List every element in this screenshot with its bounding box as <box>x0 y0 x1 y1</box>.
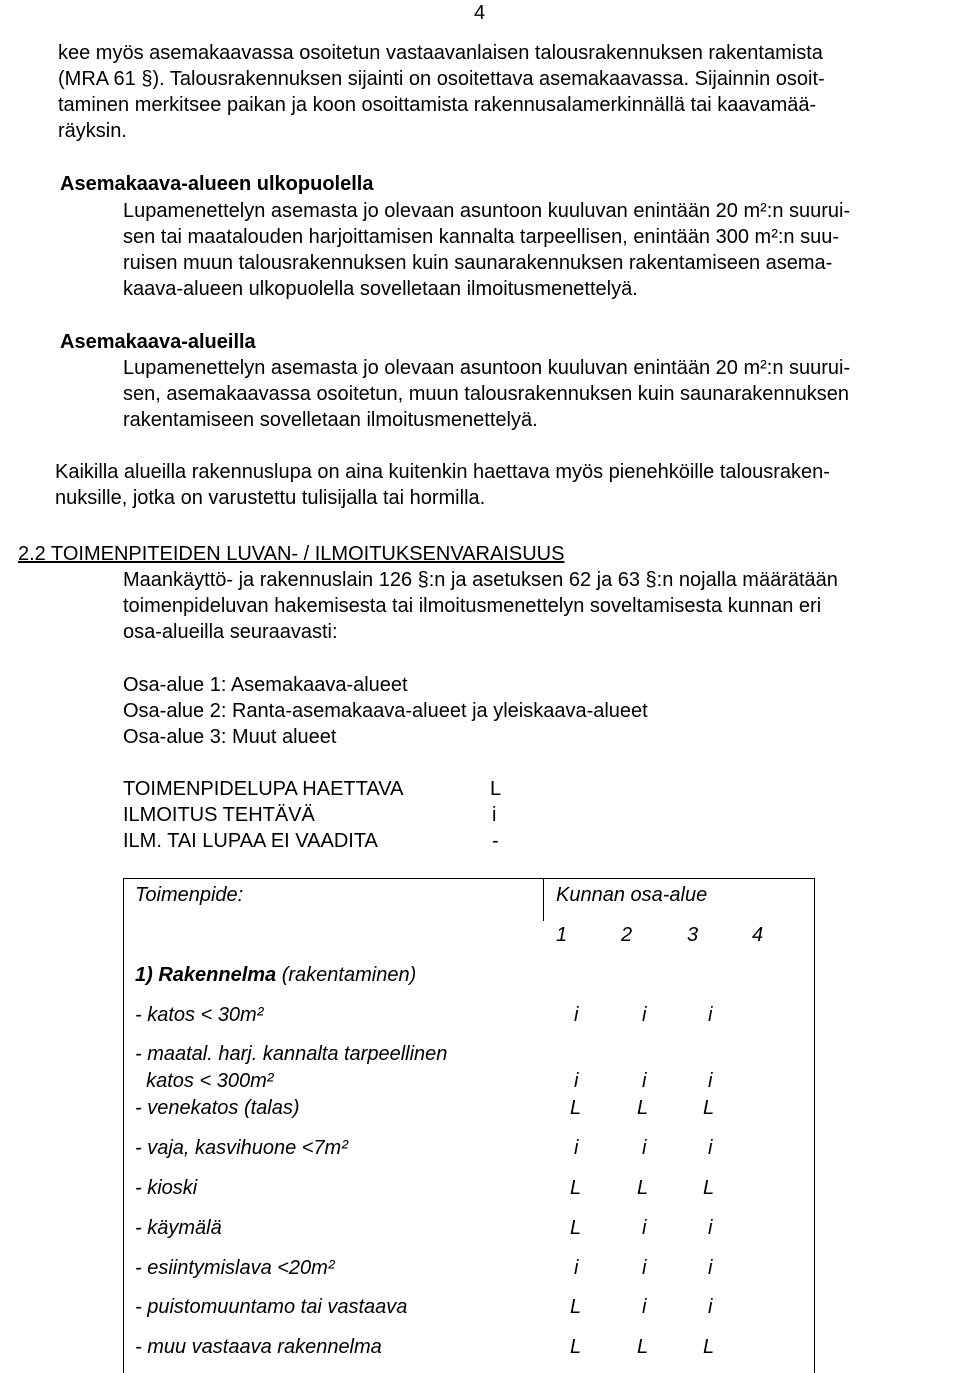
area-item: Osa-alue 1: Asemakaava-alueet <box>123 674 408 696</box>
table-cell-value: i <box>708 1296 713 1318</box>
table-cell-value: L <box>703 1336 715 1358</box>
body-line: nuksille, jotka on varustettu tulisijalla tai hormilla. <box>55 487 486 509</box>
table-cell-value: i <box>642 1070 647 1092</box>
table-cell-value: i <box>708 1004 713 1026</box>
table-cell-value: i <box>642 1257 647 1279</box>
table-row-label: - katos < 30m² <box>135 1004 264 1026</box>
table-cell-value: i <box>708 1217 713 1239</box>
table-cell-value: i <box>708 1257 713 1279</box>
intro-line: (MRA 61 §). Talousrakennuksen sijainti on osoitettava asemakaavassa. Sijainnin osoit- <box>58 68 825 90</box>
table-row-label: - esiintymislava <20m² <box>135 1257 335 1279</box>
table-cell-value: L <box>703 1097 715 1119</box>
area-number: 4 <box>752 924 764 946</box>
body-line: kaava-alueen ulkopuolella sovelletaan ilmoitusmenettelyä. <box>123 278 638 300</box>
section-heading-outside: Asemakaava-alueen ulkopuolella <box>60 173 374 195</box>
table-cell-value: i <box>574 1070 579 1092</box>
body-line: sen tai maatalouden harjoittamisen kannalta tarpeellisen, enintään 300 m²:n suu- <box>123 226 839 248</box>
body-line: osa-alueilla seuraavasti: <box>123 621 338 643</box>
body-line: rakentamiseen sovelletaan ilmoitusmenettelyä. <box>123 409 538 431</box>
area-item: Osa-alue 2: Ranta-asemakaava-alueet ja yleiskaava-alueet <box>123 700 648 722</box>
group-heading-bold: 1) Rakennelma <box>135 964 277 986</box>
table-row-label: - vaja, kasvihuone <7m² <box>135 1137 348 1159</box>
table-cell-value: L <box>637 1336 649 1358</box>
table-cell-value: L <box>570 1177 582 1199</box>
section-heading-inside: Asemakaava-alueilla <box>60 331 256 353</box>
legend-code: i <box>492 804 497 826</box>
table-cell-value: i <box>642 1296 647 1318</box>
legend-label: ILM. TAI LUPAA EI VAADITA <box>123 830 378 852</box>
table-row-label: - puistomuuntamo tai vastaava <box>135 1296 408 1318</box>
table-cell-value: i <box>642 1004 647 1026</box>
table-cell-value: L <box>570 1336 582 1358</box>
page-number: 4 <box>474 2 486 24</box>
table-row-label: - muu vastaava rakennelma <box>135 1336 382 1358</box>
table-cell-value: i <box>574 1004 579 1026</box>
area-item: Osa-alue 3: Muut alueet <box>123 726 337 748</box>
legend-code: L <box>490 778 502 800</box>
table-row-label-cont: katos < 300m² <box>135 1070 274 1092</box>
body-line: Maankäyttö- ja rakennuslain 126 §:n ja asetuksen 62 ja 63 §:n nojalla määrätään <box>123 569 838 591</box>
table-cell-value: i <box>708 1070 713 1092</box>
group-heading-rest: (rakentaminen) <box>276 964 417 986</box>
table-header-area: Kunnan osa-alue <box>556 884 708 906</box>
legend-code: - <box>492 830 499 852</box>
body-line: sen, asemakaavassa osoitetun, muun talousrakennuksen kuin saunarakennuksen <box>123 383 850 405</box>
table-group-heading <box>135 964 416 987</box>
area-number: 2 <box>621 924 633 946</box>
table-cell-value: L <box>570 1217 582 1239</box>
table-row-label: - käymälä <box>135 1217 222 1239</box>
body-line: toimenpideluvan hakemisesta tai ilmoitusmenettelyn soveltamisesta kunnan eri <box>123 595 822 617</box>
table-cell-value: i <box>574 1137 579 1159</box>
table-row-label: - kioski <box>135 1177 198 1199</box>
intro-line: taminen merkitsee paikan ja koon osoittamista rakennusalamerkinnällä tai kaavamää- <box>58 94 817 116</box>
table-row-label: - venekatos (talas) <box>135 1097 300 1119</box>
intro-line: räyksin. <box>58 120 127 142</box>
area-number: 1 <box>556 924 568 946</box>
area-number: 3 <box>687 924 699 946</box>
table-cell-value: i <box>708 1137 713 1159</box>
legend-label: TOIMENPIDELUPA HAETTAVA <box>123 778 404 800</box>
body-line: Kaikilla alueilla rakennuslupa on aina kuitenkin haettava myös pienehköille talousraken- <box>55 461 830 483</box>
table-cell-value: i <box>574 1257 579 1279</box>
table-header-action: Toimenpide: <box>135 884 244 906</box>
table-cell-value: i <box>642 1137 647 1159</box>
table-row-label: - maatal. harj. kannalta tarpeellinen <box>135 1043 448 1065</box>
table-cell-value: L <box>570 1097 582 1119</box>
table-cell-value: L <box>637 1097 649 1119</box>
table-divider <box>543 878 544 921</box>
table-cell-value: L <box>637 1177 649 1199</box>
body-line: Lupamenettelyn asemasta jo olevaan asuntoon kuuluvan enintään 20 m²:n suurui- <box>123 200 851 222</box>
legend-label: ILMOITUS TEHTÄVÄ <box>123 804 315 826</box>
table-cell-value: i <box>642 1217 647 1239</box>
section-heading-22: 2.2 TOIMENPITEIDEN LUVAN- / ILMOITUKSENVARAISUUS <box>18 543 565 565</box>
table-cell-value: L <box>703 1177 715 1199</box>
table-cell-value: L <box>570 1296 582 1318</box>
body-line: Lupamenettelyn asemasta jo olevaan asuntoon kuuluvan enintään 20 m²:n suurui- <box>123 357 851 379</box>
intro-line: kee myös asemakaavassa osoitetun vastaavanlaisen talousrakennuksen rakentamista <box>58 42 823 64</box>
body-line: ruisen muun talousrakennuksen kuin saunarakennuksen rakentamiseen asema- <box>123 252 833 274</box>
